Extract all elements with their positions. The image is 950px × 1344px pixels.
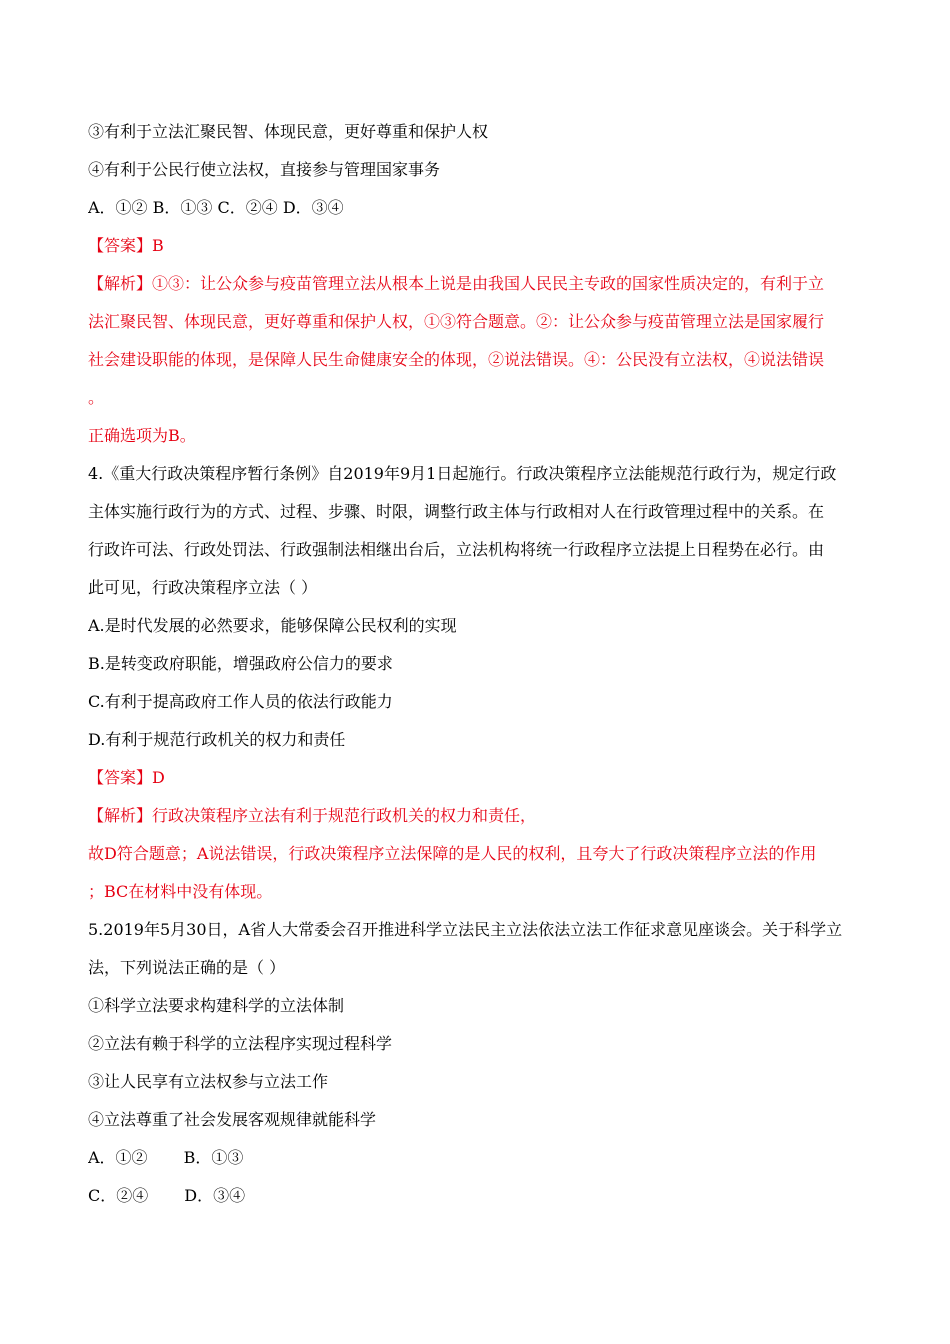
q4-stem-line-2: 主体实施行政行为的方式、过程、步骤、时限，调整行政主体与行政相对人在行政管理过程中的关系。在 xyxy=(88,502,825,521)
analysis-tag: 【解析】 xyxy=(88,806,153,825)
q3-answer xyxy=(88,236,863,256)
q3-analysis-line-2: 法汇聚民智、体现民意，更好尊重和保护人权，①③符合题意。②：让公众参与疫苗管理立法是国家履行 xyxy=(88,312,825,331)
choice-a: A．①② xyxy=(88,1148,148,1167)
q4-analysis-line-2: 故D符合题意；A说法错误，行政决策程序立法保障的是人民的权利，且夸大了行政决策程序立法的作用 xyxy=(88,844,817,863)
answer-value: B xyxy=(152,236,164,255)
choice-c: C．②④ xyxy=(88,1186,149,1205)
q4-answer xyxy=(88,768,863,788)
q4-stem-line-3: 行政许可法、行政处罚法、行政强制法相继出台后，立法机构将统一行政程序立法提上日程势在必行。由 xyxy=(88,540,825,559)
q5-option-3: ③让人民享有立法权参与立法工作 xyxy=(88,1072,329,1091)
analysis-text: ①③：让公众参与疫苗管理立法从根本上说是由我国人民民主专政的国家性质决定的，有利于立 xyxy=(152,274,825,293)
q3-analysis-line-4: 。 xyxy=(88,388,105,407)
q4-analysis-line-1 xyxy=(88,806,863,826)
q3-choices: A．①② B．①③ C．②④ D．③④ xyxy=(88,198,344,217)
q4-option-c: C.有利于提高政府工作人员的依法行政能力 xyxy=(88,692,393,711)
q4-stem-line-4: 此可见，行政决策程序立法（ ） xyxy=(88,578,318,597)
q4-analysis-line-3: ；BC在材料中没有体现。 xyxy=(88,882,273,901)
q3-option-3: ③有利于立法汇聚民智、体现民意，更好尊重和保护人权 xyxy=(88,122,489,141)
q3-analysis-line-3: 社会建设职能的体现，是保障人民生命健康安全的体现，②说法错误。④：公民没有立法权，④说法错误 xyxy=(88,350,825,369)
q5-stem-line-1: 5.2019年5月30日，A省人大常委会召开推进科学立法民主立法依法立法工作征求意见座谈会。关于科学立 xyxy=(88,920,843,939)
answer-tag: 【答案】 xyxy=(88,236,153,255)
choice-b: B．①③ xyxy=(183,1148,244,1167)
q4-stem-line-1: 4.《重大行政决策程序暂行条例》自2019年9月1日起施行。行政决策程序立法能规范行政行为，规定行政 xyxy=(88,464,837,483)
analysis-tag: 【解析】 xyxy=(88,274,153,293)
q5-choices-row-2 xyxy=(88,1186,863,1206)
q4-option-d: D.有利于规范行政机关的权力和责任 xyxy=(88,730,346,749)
q5-option-1: ①科学立法要求构建科学的立法体制 xyxy=(88,996,345,1015)
choice-d: D．③④ xyxy=(184,1186,246,1205)
q5-stem-line-2: 法，下列说法正确的是（ ） xyxy=(88,958,286,977)
q5-option-2: ②立法有赖于科学的立法程序实现过程科学 xyxy=(88,1034,393,1053)
q4-option-b: B.是转变政府职能，增强政府公信力的要求 xyxy=(88,654,393,673)
q4-option-a: A.是时代发展的必然要求，能够保障公民权利的实现 xyxy=(88,616,457,635)
q5-choices-row-1 xyxy=(88,1148,863,1168)
analysis-text: 行政决策程序立法有利于规范行政机关的权力和责任， xyxy=(152,806,537,825)
q3-analysis-line-1 xyxy=(88,274,863,294)
q3-conclusion: 正确选项为B。 xyxy=(88,426,196,445)
answer-tag: 【答案】 xyxy=(88,768,153,787)
q5-option-4: ④立法尊重了社会发展客观规律就能科学 xyxy=(88,1110,377,1129)
q3-option-4: ④有利于公民行使立法权，直接参与管理国家事务 xyxy=(88,160,441,179)
answer-value: D xyxy=(152,768,165,787)
